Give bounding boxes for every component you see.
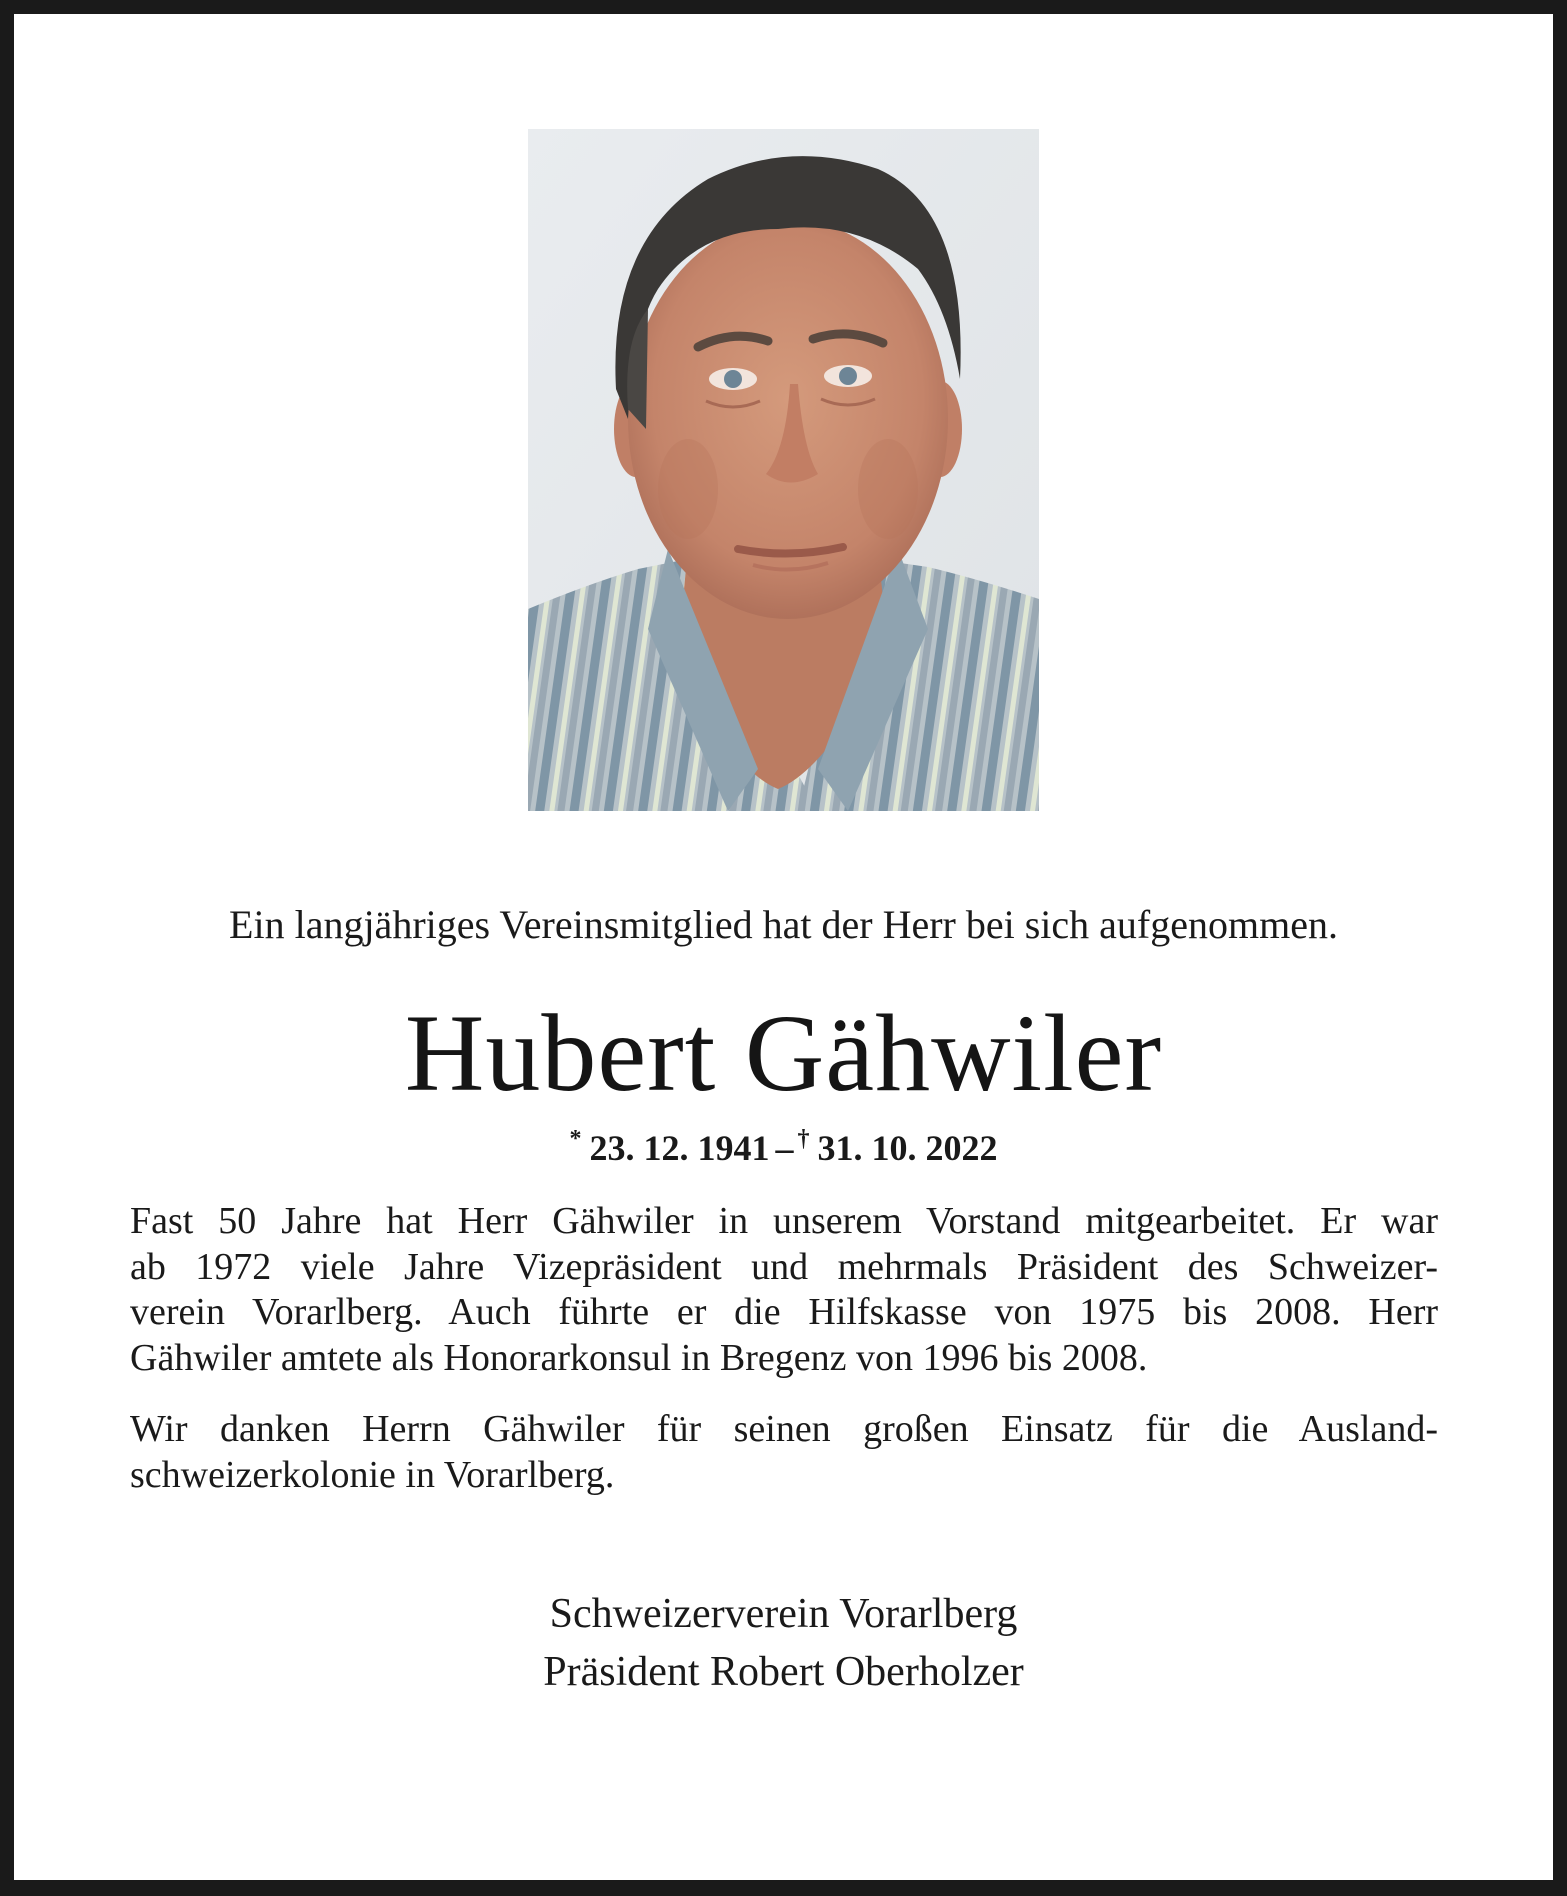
paragraph-line: schweizerkolonie in Vorarlberg. (130, 1453, 615, 1496)
paragraph-thanks (130, 1407, 1438, 1498)
paragraph-line: verein Vorarlberg. Auch führte er die Hilfskasse von 1975 bis 2008. Herr (130, 1291, 1438, 1333)
signature-person: Präsident Robert Oberholzer (543, 1649, 1024, 1695)
portrait-image (528, 129, 1039, 811)
paragraph-tribute (130, 1199, 1438, 1381)
portrait-photo (528, 129, 1039, 811)
life-dates (0, 1117, 1567, 1170)
death-date: 31. 10. 2022 (817, 1128, 998, 1168)
birth-date: 23. 12. 1941 (589, 1128, 770, 1168)
date-separator: – (775, 1128, 794, 1168)
paragraph-line: Fast 50 Jahre hat Herr Gähwiler in unserem Vorstand mitgearbeitet. Er war (130, 1200, 1438, 1242)
birth-symbol: * (569, 1126, 582, 1152)
death-symbol: † (797, 1126, 810, 1152)
intro-text: Ein langjähriges Vereinsmitglied hat der Herr bei sich aufgenommen. (229, 902, 1338, 947)
signature-organization: Schweizerverein Vorarlberg (549, 1591, 1018, 1637)
paragraph-line: Wir danken Herrn Gähwiler für seinen großen Einsatz für die Ausland- (130, 1408, 1438, 1450)
paragraph-line: ab 1972 viele Jahre Vizepräsident und mehrmals Präsident des Schweizer- (130, 1245, 1438, 1288)
deceased-name: Hubert Gähwiler (404, 992, 1163, 1114)
paragraph-line: Gähwiler amtete als Honorarkonsul in Bregenz von 1996 bis 2008. (130, 1336, 1148, 1379)
